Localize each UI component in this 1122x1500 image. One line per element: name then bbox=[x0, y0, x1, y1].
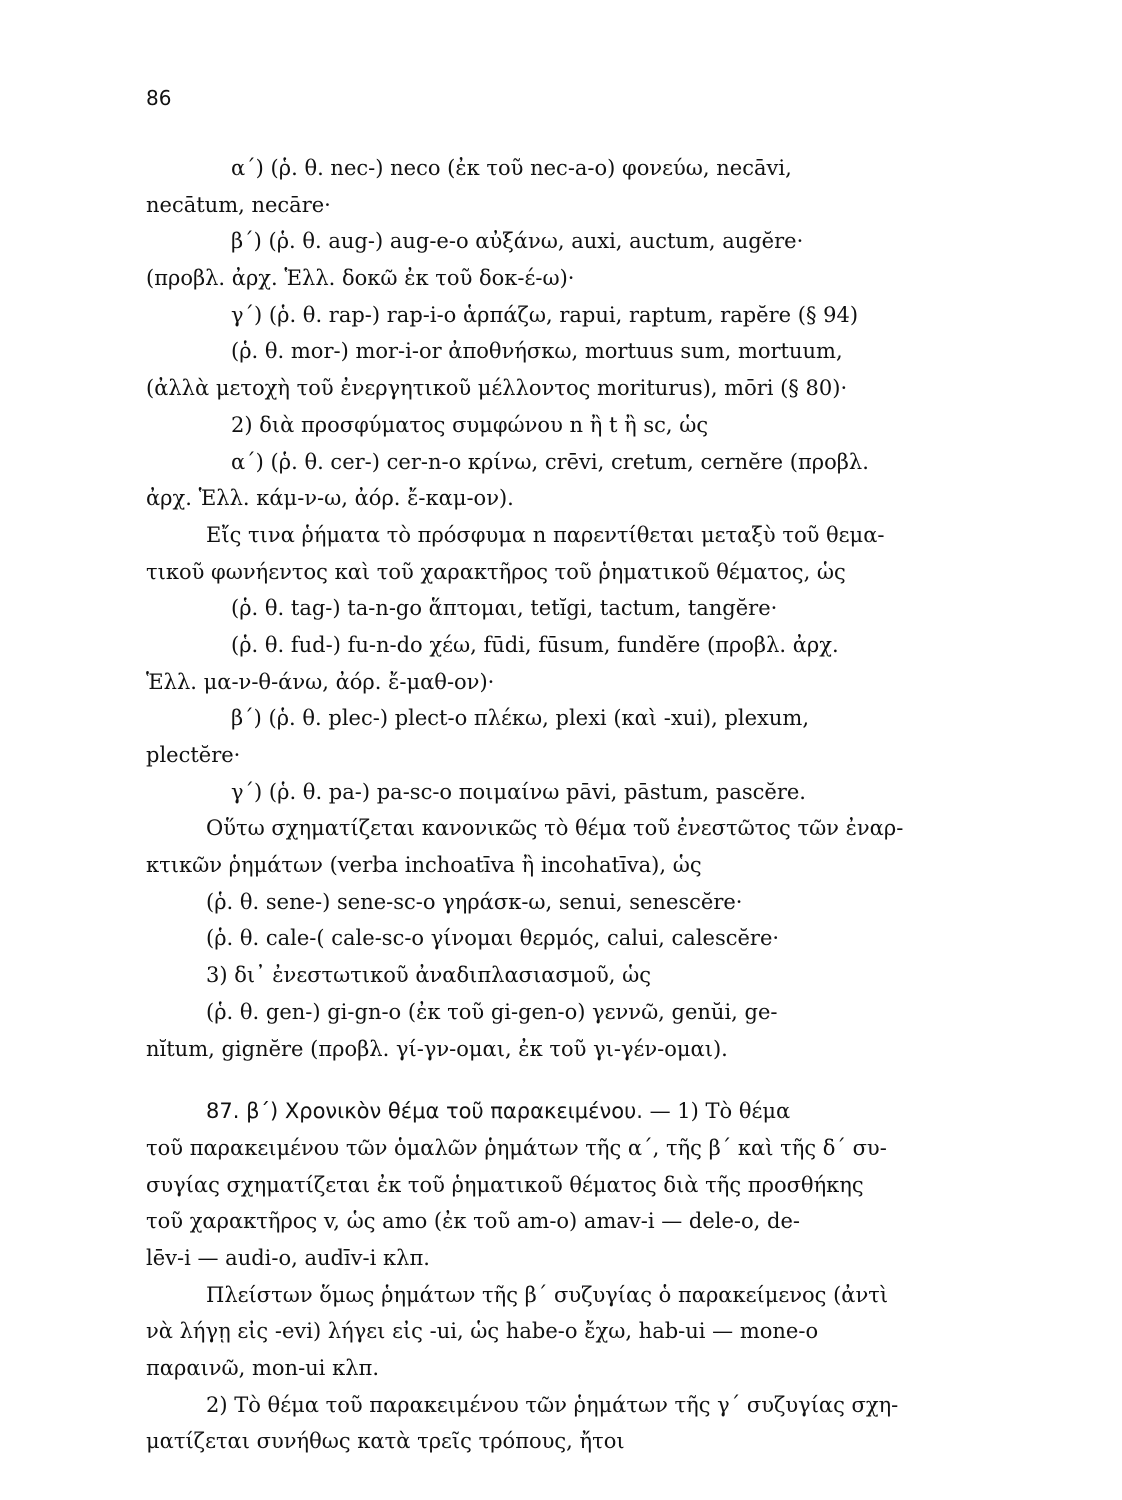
text-line: plectĕre· bbox=[146, 743, 241, 767]
text-line: α΄) (ῥ. θ. nec-) neco (ἐκ τοῦ nec-a-o) φονεύω, necāvi, bbox=[231, 156, 792, 180]
text-line: necātum, necāre· bbox=[146, 192, 331, 217]
text-line: συγίας σχηματίζεται ἐκ τοῦ ῥηματικοῦ θέματος διὰ τῆς προσθήκης bbox=[146, 1172, 864, 1197]
section-heading: Χρονικὸν θέμα τοῦ παρακειμένου. bbox=[284, 1099, 643, 1124]
text-line: β΄) (ῥ. θ. aug-) aug-e-o αὐξάνω, auxi, auctum, augĕre· bbox=[231, 229, 804, 254]
text-line: 2) διὰ προσφύματος συμφώνου n ἢ t ἢ sc, ὡς bbox=[231, 412, 709, 437]
text-line: α΄) (ῥ. θ. cer-) cer-n-o κρίνω, crēvi, cretum, cernĕre (προβλ. bbox=[231, 449, 869, 474]
text-line: ματίζεται συνήθως κατὰ τρεῖς τρόπους, ἤτοι bbox=[146, 1429, 625, 1454]
text-line: β΄) (ῥ. θ. plec-) plect-o πλέκω, plexi (καὶ -xui), plexum, bbox=[231, 706, 809, 731]
text-line: τοῦ παρακειμένου τῶν ὁμαλῶν ῥημάτων τῆς α΄, τῆς β΄ καὶ τῆς δ΄ συ- bbox=[146, 1135, 887, 1160]
text-line: (ἀλλὰ μετοχὴ τοῦ ἐνεργητικοῦ μέλλοντος moriturus), mōri (§ 80)· bbox=[146, 376, 848, 401]
section-number: 87. β΄) bbox=[206, 1099, 279, 1124]
text-line: lēv-i — audi-o, audīv-i κλπ. bbox=[146, 1245, 430, 1270]
section-gap bbox=[146, 1067, 976, 1093]
text-line: Ἑλλ. μα-ν-θ-άνω, ἀόρ. ἔ-μαθ-ον)· bbox=[146, 669, 495, 694]
text-line: νὰ λήγῃ εἰς -evi) λήγει εἰς -ui, ὡς habe-o ἔχω, hab-ui — mone-o bbox=[146, 1319, 819, 1344]
section-heading-rest: — 1) Τὸ θέμα bbox=[649, 1099, 791, 1124]
text-line: (ῥ. θ. sene-) sene-sc-o γηράσκ-ω, senui, senescĕre· bbox=[206, 889, 743, 914]
text-line: 3) δι᾽ ἐνεστωτικοῦ ἀναδιπλασιασμοῦ, ὡς bbox=[206, 963, 652, 988]
text-line: παραινῶ, mon-ui κλπ. bbox=[146, 1356, 379, 1380]
text-line: Πλείστων ὅμως ῥημάτων τῆς β΄ συζυγίας ὁ παρακείμενος (ἀντὶ bbox=[206, 1282, 889, 1307]
text-line: γ΄) (ῥ. θ. pa-) pa-sc-o ποιμαίνω pāvi, pāstum, pascĕre. bbox=[231, 779, 806, 804]
text-line: Οὕτω σχηματίζεται κανονικῶς τὸ θέμα τοῦ ἐνεστῶτος τῶν ἐναρ- bbox=[206, 816, 904, 841]
text-line: (προβλ. ἀρχ. Ἑλλ. δοκῶ ἐκ τοῦ δοκ-έ-ω)· bbox=[146, 266, 575, 291]
text-line: γ΄) (ῥ. θ. rap-) rap-i-o ἁρπάζω, rapui, raptum, rapĕre (§ 94) bbox=[231, 302, 859, 327]
body-text bbox=[146, 150, 976, 1460]
text-line: κτικῶν ῥημάτων (verba inchoatīva ἢ incohatīva), ὡς bbox=[146, 853, 702, 878]
text-line: 2) Τὸ θέμα τοῦ παρακειμένου τῶν ῥημάτων τῆς γ΄ συζυγίας σχη- bbox=[206, 1392, 899, 1417]
page-number: 86 bbox=[146, 86, 172, 110]
text-line: (ῥ. θ. gen-) gi-gn-o (ἐκ τοῦ gi-gen-o) γεννῶ, genŭi, ge- bbox=[206, 999, 778, 1024]
text-line: (ῥ. θ. tag-) ta-n-go ἅπτομαι, tetĭgi, tactum, tangĕre· bbox=[231, 596, 778, 621]
text-line: Εἴς τινα ῥήματα τὸ πρόσφυμα n παρεντίθεται μεταξὺ τοῦ θεμα- bbox=[206, 522, 885, 547]
text-line: ἀρχ. Ἑλλ. κάμ-ν-ω, ἀόρ. ἔ-καμ-ον). bbox=[146, 486, 514, 511]
text-line: τοῦ χαρακτῆρος v, ὡς amo (ἐκ τοῦ am-o) amav-i — dele-o, de- bbox=[146, 1209, 800, 1234]
text-line: (ῥ. θ. fud-) fu-n-do χέω, fūdi, fūsum, fundĕre (προβλ. ἀρχ. bbox=[231, 632, 839, 657]
text-line: nĭtum, gignĕre (προβλ. γί-γν-ομαι, ἐκ τοῦ γι-γέν-ομαι). bbox=[146, 1036, 728, 1061]
section-87-line bbox=[146, 1093, 976, 1130]
text-line: (ῥ. θ. mor-) mor-i-or ἀποθνήσκω, mortuus sum, mortuum, bbox=[231, 339, 843, 364]
text-line: (ῥ. θ. cale-( cale-sc-o γίνομαι θερμός, calui, calescĕre· bbox=[206, 926, 780, 951]
text-line: τικοῦ φωνήεντος καὶ τοῦ χαρακτῆρος τοῦ ῥηματικοῦ θέματος, ὡς bbox=[146, 559, 846, 584]
